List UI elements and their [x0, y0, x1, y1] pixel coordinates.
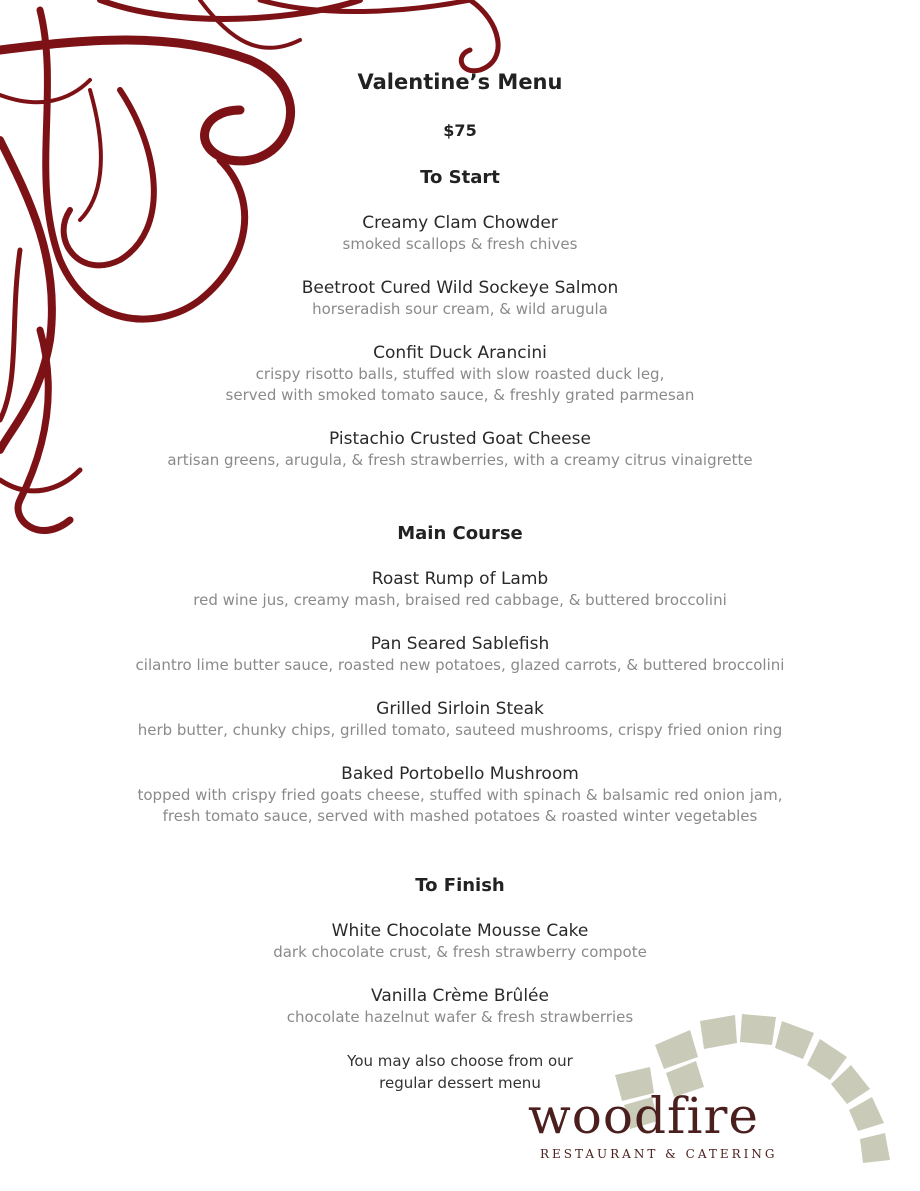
dish-name: Grilled Sirloin Steak	[376, 699, 544, 719]
dish-description: topped with crispy fried goats cheese, stuffed with spinach & balsamic red onion jam, fresh tomato sauce, served with mashed potatoes & roasted winter vegetables	[137, 786, 783, 825]
section-heading: To Finish	[415, 875, 505, 896]
dish	[0, 920, 920, 963]
dish	[0, 212, 920, 255]
section-main-course	[0, 522, 920, 849]
dish-description: cilantro lime butter sauce, roasted new potatoes, glazed carrots, & buttered broccolini	[135, 656, 785, 674]
dish	[0, 277, 920, 320]
dish-description: chocolate hazelnut wafer & fresh strawberries	[286, 1008, 634, 1026]
dish-description: herb butter, chunky chips, grilled tomato, sauteed mushrooms, crispy fried onion ring	[137, 721, 783, 739]
dessert-menu-note: You may also choose from our regular dessert menu	[347, 1052, 573, 1092]
dish-name: Vanilla Crème Brûlée	[371, 986, 549, 1006]
dish	[0, 342, 920, 406]
menu-title: Valentine’s Menu	[357, 70, 563, 94]
section-heading: To Start	[420, 167, 500, 188]
dish-name: Creamy Clam Chowder	[362, 213, 558, 233]
dish-name: Roast Rump of Lamb	[371, 569, 549, 589]
dish	[0, 428, 920, 471]
section-to-start	[0, 166, 920, 493]
dish-description: crispy risotto balls, stuffed with slow roasted duck leg, served with smoked tomato sauce, & freshly grated parmesan	[225, 365, 695, 404]
dish	[0, 698, 920, 741]
woodfire-logo	[520, 1005, 900, 1185]
dish-description: smoked scallops & fresh chives	[342, 235, 578, 253]
dish	[0, 763, 920, 827]
logo-subtitle: RESTAURANT & CATERING	[540, 1147, 778, 1161]
dish-description: artisan greens, arugula, & fresh strawberries, with a creamy citrus vinaigrette	[167, 451, 753, 469]
dish-name: Pan Seared Sablefish	[370, 634, 550, 654]
dish-name: Baked Portobello Mushroom	[341, 764, 579, 784]
dish-description: horseradish sour cream, & wild arugula	[312, 300, 608, 318]
dish	[0, 568, 920, 611]
dish-name: Beetroot Cured Wild Sockeye Salmon	[301, 278, 619, 298]
dish-description: dark chocolate crust, & fresh strawberry compote	[273, 943, 647, 961]
section-heading: Main Course	[397, 523, 523, 544]
dish	[0, 633, 920, 676]
menu-price: $75	[443, 121, 477, 140]
dish-name: Confit Duck Arancini	[373, 343, 547, 363]
dish-name: Pistachio Crusted Goat Cheese	[329, 429, 591, 449]
logo-wordmark: woodfire	[528, 1087, 759, 1145]
dish-name: White Chocolate Mousse Cake	[331, 921, 589, 941]
dish-description: red wine jus, creamy mash, braised red cabbage, & buttered broccolini	[193, 591, 727, 609]
